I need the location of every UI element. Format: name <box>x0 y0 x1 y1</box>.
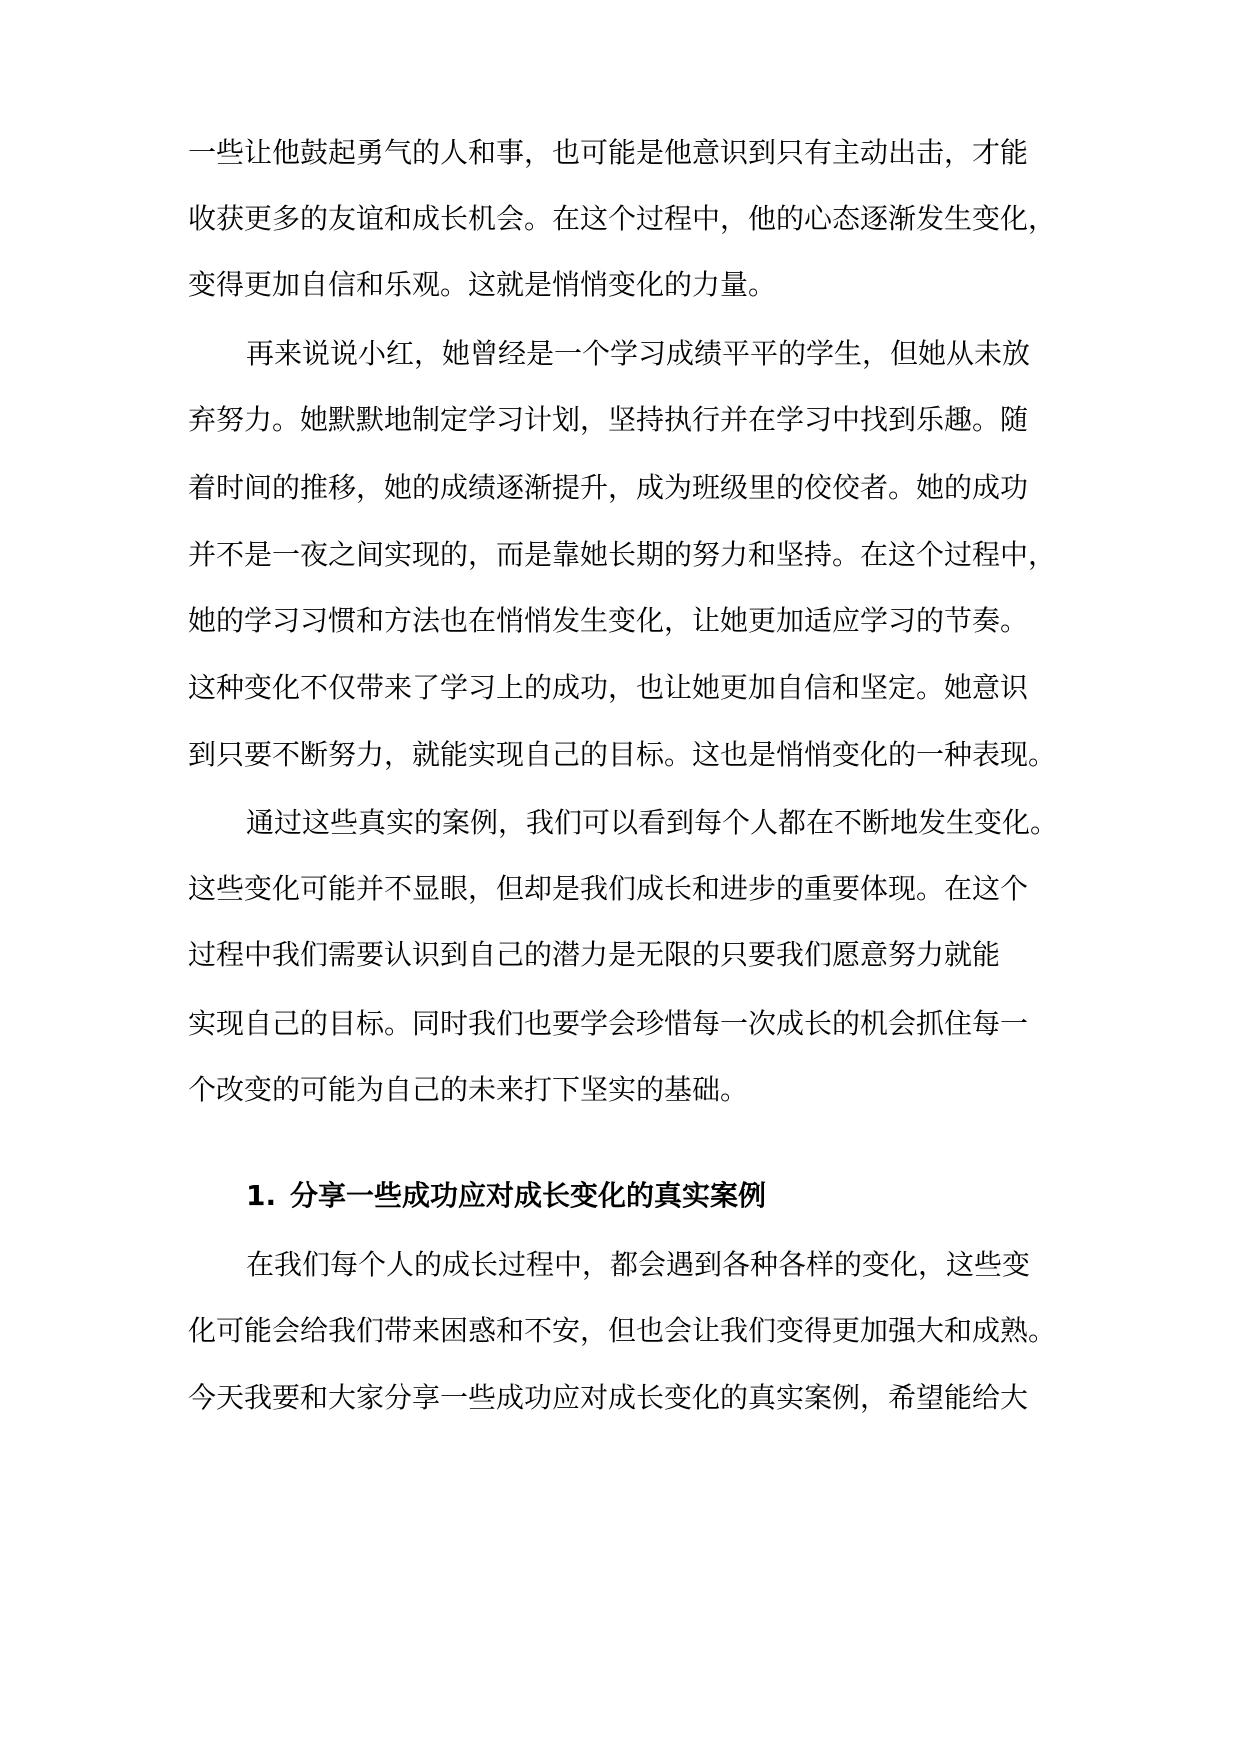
paragraph-1-line-1: 一些让他鼓起勇气的人和事，也可能是他意识到只有主动出击，才能 <box>188 136 1029 169</box>
paragraph-3-line-5: 个改变的可能为自己的未来打下坚实的基础。 <box>188 1073 749 1106</box>
section-heading <box>246 1179 766 1213</box>
paragraph-2-line-5: 她的学习习惯和方法也在悄悄发生变化，让她更加适应学习的节奏。 <box>188 604 1029 637</box>
paragraph-3-line-2: 这些变化可能并不显眼，但却是我们成长和进步的重要体现。在这个 <box>188 872 1029 905</box>
paragraph-1-line-3: 变得更加自信和乐观。这就是悄悄变化的力量。 <box>188 268 777 301</box>
paragraph-3-line-4: 实现自己的目标。同时我们也要学会珍惜每一次成长的机会抓住每一 <box>188 1007 1029 1040</box>
paragraph-2-line-6: 这种变化不仅带来了学习上的成功，也让她更加自信和坚定。她意识 <box>188 671 1029 704</box>
paragraph-2-line-3: 着时间的推移，她的成绩逐渐提升，成为班级里的佼佼者。她的成功 <box>188 471 1029 504</box>
section-heading-text: 分享一些成功应对成长变化的真实案例 <box>290 1179 767 1212</box>
paragraph-2-line-7: 到只要不断努力，就能实现自己的目标。这也是悄悄变化的一种表现。 <box>188 738 1057 771</box>
paragraph-4-line-3: 今天我要和大家分享一些成功应对成长变化的真实案例，希望能给大 <box>188 1381 1029 1414</box>
section-heading-number: 1. <box>246 1179 277 1212</box>
paragraph-2-line-4: 并不是一夜之间实现的，而是靠她长期的努力和坚持。在这个过程中， <box>188 538 1057 571</box>
paragraph-4-line-1: 在我们每个人的成长过程中，都会遇到各种各样的变化，这些变 <box>246 1248 1031 1281</box>
paragraph-4-line-2: 化可能会给我们带来困惑和不安，但也会让我们变得更加强大和成熟。 <box>188 1314 1057 1347</box>
paragraph-3-line-1: 通过这些真实的案例，我们可以看到每个人都在不断地发生变化。 <box>246 806 1059 839</box>
paragraph-1-line-2: 收获更多的友谊和成长机会。在这个过程中，他的心态逐渐发生变化， <box>188 202 1057 235</box>
paragraph-2-line-1: 再来说说小红，她曾经是一个学习成绩平平的学生，但她从未放 <box>246 337 1031 370</box>
paragraph-2-line-2: 弃努力。她默默地制定学习计划，坚持执行并在学习中找到乐趣。随 <box>188 403 1029 436</box>
paragraph-3-line-3: 过程中我们需要认识到自己的潜力是无限的只要我们愿意努力就能 <box>188 938 1001 971</box>
